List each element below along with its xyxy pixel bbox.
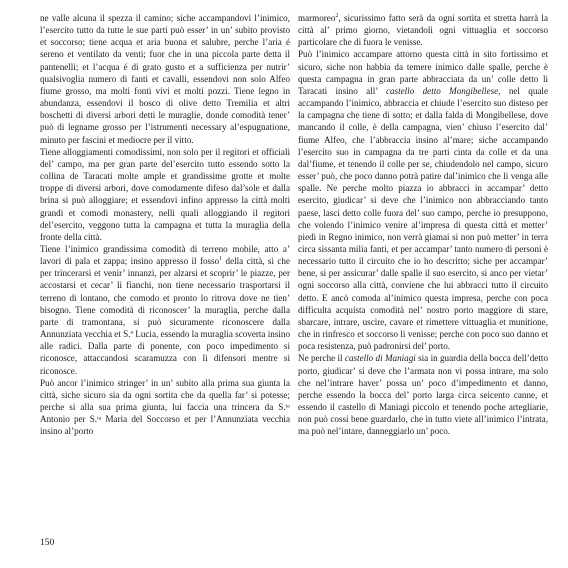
paragraph-text: marmoreo — [298, 13, 336, 23]
paragraph-text: Ne perche il — [298, 353, 345, 364]
paragraph-text: , sicurissimo fatto serà da ogni sortita et stretta harrà la città al’ primo giorno, vietandoli ogni vittuaglia et soccorso particolare che di fuora le venisse. — [298, 13, 548, 48]
page-number: 150 — [40, 538, 55, 548]
footnote-marker: 1 — [219, 256, 223, 263]
paragraph-text: Tiene alloggiamenti comodissimi, non solo per il regitori et officiali del’ campo, ma per gran parte del’esercito tutto essendo sotto la collina de Taracati molte ample et grandissime grotte et molte troppe di diversi arbori, dove comodamente difeso dal’sole et dalla brina si può alloggiare; et essendovi infino appresso la città molti grandi et comodi monastery, nelli quali alloggiando il regitori del’esercito, veggono tutta la campagna et tutta la muraglia della fronte della città. — [40, 146, 290, 242]
paragraph-text: Può l’inimico accampare attorno questa città in sito fortissimo et sicuro, siche non habbia da temere inimico dalle spalle, perche è questa campagna in gran parte abbracciata da un’ colle detto li Taracati insino all’ — [298, 49, 548, 96]
paragraph-text: Può ancor l’inimico stringer’ in un’ subito alla prima sua giunta la città, siche sicuro sia da ogni sortita che da quella far’ si potesse; perche si alla sua prima giunta, lui faccia una trincera da S.ᵗᵒ Antonio per S.ᵗᵃ Maria del Soccorso et per l’Annunziata vecchia insino al’porto — [40, 377, 290, 437]
paragraph-lodgings — [40, 146, 290, 243]
paragraph-text: Tiene l’inimico grandissima comodità di terreno mobile, atto a’ lavori di pala et zappa; insino appresso il fosso — [40, 243, 290, 267]
paragraph-continuation — [298, 12, 548, 48]
paragraph-terrain — [40, 243, 290, 377]
paragraph-text: , nel quale accampando l’inimico, abbraccia et chiude l’esercito suo disteso per la campagna che tiene di sotto; et dalla falda di Mongibellese, dove mancando il colle, è della campagna, vien’ chiuso l’esercito dal’ fiume Alfeo, che l’abbraccia insino al’mare; siche accampando l’esercito suo in campagna da tre parti cinta da colle et da una dal’fiume, et tenendo il colle per se, chiudendolo nel campo, sicuro esser’ può, che poco danno potrà patire dal’inimico che li venga alle spalle. Ne perche molto piazza io abbracci in accampar’ detto esercito, giudicar’ si deve che l’inimico non abbracciando tanto paese, lasci detto colle fuora del’ suo campo, perche io presuppono, che volendo l’inimico venire al’impresa di questa città et metter’ piedi in Regno inimico, non verrà giamai si non può metter’ in terra circa sissanta milia fanti, et per accampar’ tanto numero di personi è necessario tutto il circuito che io ho descritto; siche per accampar’ bene, si per assicurar’ dalle spalle il suo esercito, si anco per vietar’ ogni soccorso alla città, conviene che lui abbracci tutto il circuito detto. E ancò comoda al’inimico questa impresa, perche con poca difficulta acquista comodità nel’ nostro porto maggiore di stare, sbarcare, intrare, uscire, cavare et rimettere vittuaglia et munitione, che in rinfresco et soccorso li venisse; perche con poco suo danno et poca resistenza, può padronirsi del’ porto. — [298, 85, 548, 352]
paragraph-text: sia in guardia della bocca dell’detto porto, giudicar’ si deve che l’armata non vi possa intrare, ma solo che nel’intrare haver’ possa un’ poco d’impedimento et danno, perche essendo la bocca del’ porto larga circa seicento canne, et essendo il castello di Maniagi piccolo et tenendo poche arteglíarie, non può cossi bene guardarlo, che in tutto viete all’inimico l’intrata, ma può nel’intare, danneggiarlo un’ poco. — [298, 353, 548, 437]
paragraph-text: della città, si che per trincerarsi et venir’ innanzi, per alzarsi et scoprir’ le piazze, per accostarsi et cecar’ li fianchi, non tiene necessario trasportarsi il terreno di lontano, che comodo et pronto lo ritrova dove ne tien’ bisogno. Tiene comodità di riconoscer’ la muraglia, perche dalla parte di tramontana, si può sicuramente riconoscere dalla Annunziata vecchia et S.ª Lucia, essendo la muraglia scoverta insino alle radici. Dalla parte di ponente, con poco impedimento si riconosce, attaccandosi scaramuzza con li difensori mentre si riconosce. — [40, 256, 290, 376]
italic-place-name: castello detto Mongibellese — [385, 85, 499, 96]
paragraph-site-description — [40, 12, 290, 146]
italic-place-name: castello di Maniagi — [344, 353, 416, 364]
paragraph-castle — [298, 352, 548, 437]
footnote-marker: 2 — [335, 12, 339, 19]
paragraph-siege — [40, 377, 290, 438]
paragraph-encampment — [298, 48, 548, 352]
left-column — [40, 12, 290, 437]
right-column — [298, 12, 548, 437]
paragraph-text: ne valle alcuna il spezza il camino; siche accampandovi l’inimico, l’esercito tutto da tutte le sue parti può esser’ in un’ subito provisto et soccorso; tiene acqua et aria buona et salubre, perche l’aria é sereno et ventilato da venti; fuor che in una piccola parte detta il pantenelli; et l’acqua é di grato gusto et a sufficienza per nutrir’ qualsivoglia numero di fanti et cavalli, essendovi non solo Alfeo fiume grosso, ma molti fonti vivi et molti pozzi. Tiene legno in abundanza, essendovi il bosco di olive detto Tremilia et altri boschetti di diversi arbori detti le muraglie, donde comodità tener’ può di legname grosso per l’istrumenti necessary al’espugnatione, minuto per fascini et mediocre per il vitto. — [40, 13, 290, 145]
